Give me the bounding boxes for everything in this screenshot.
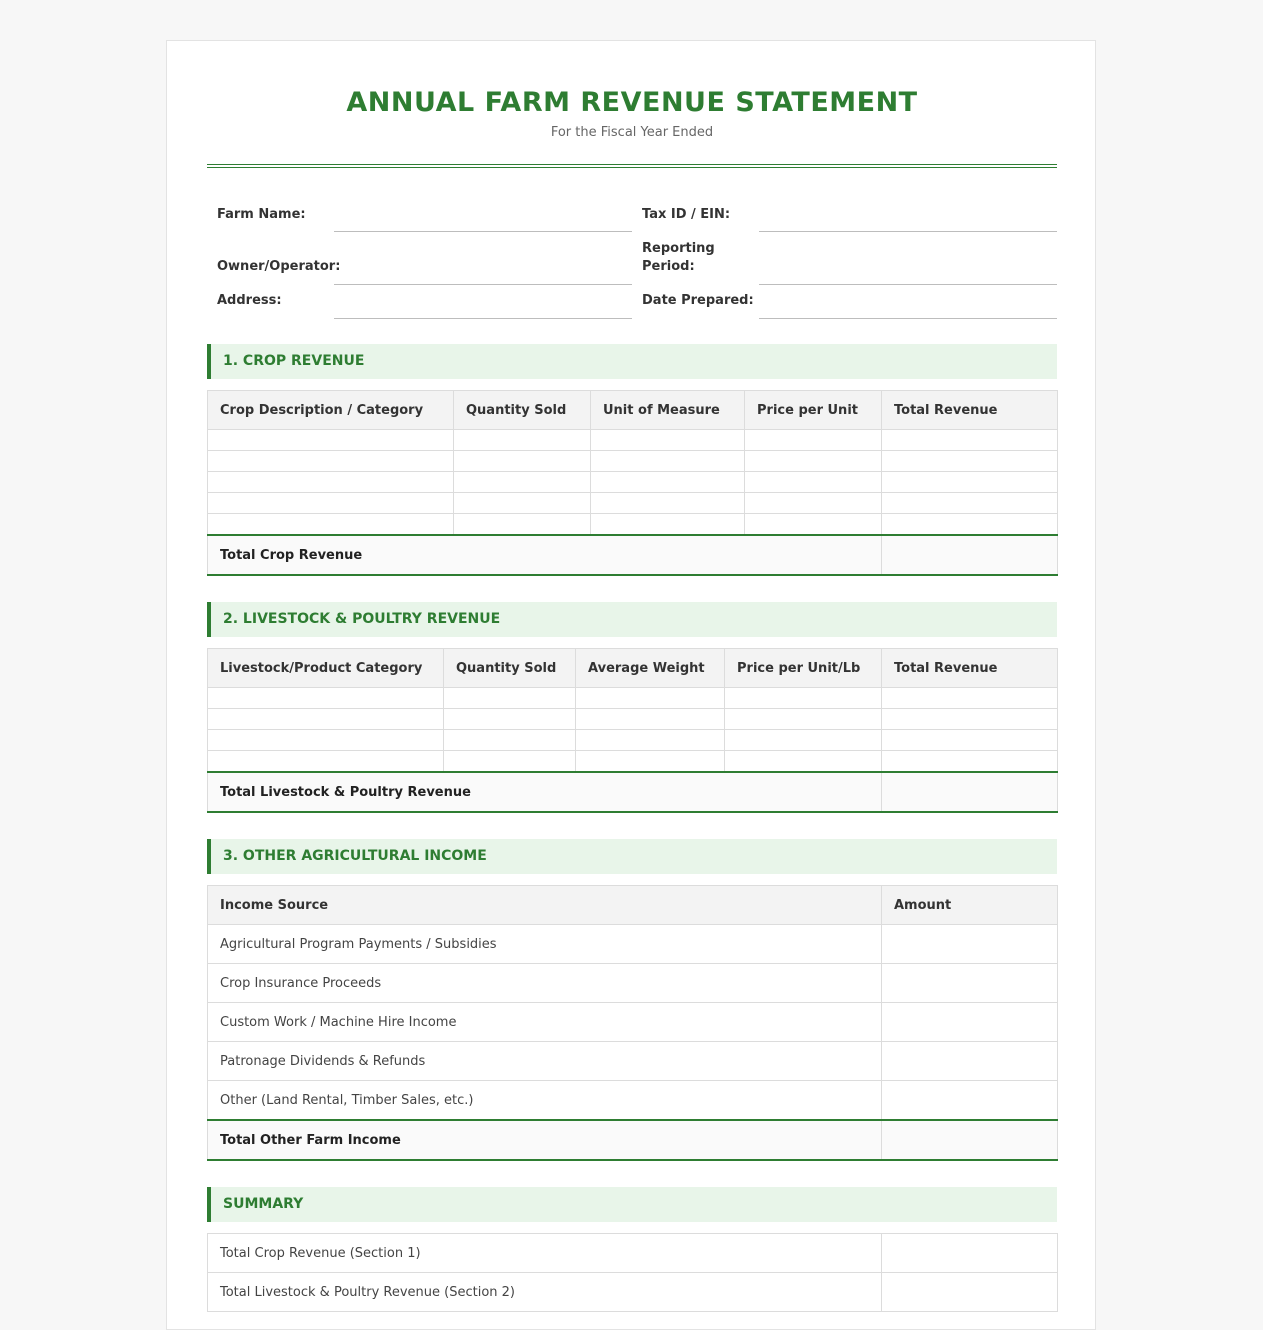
column-header: Price per Unit/Lb xyxy=(725,649,882,688)
table-cell[interactable] xyxy=(591,514,745,536)
owner-label: Owner/Operator: xyxy=(217,259,341,274)
table-row xyxy=(208,709,1058,730)
table-cell[interactable] xyxy=(725,709,882,730)
total-other-income-label: Total Other Farm Income xyxy=(208,1120,882,1160)
table-cell[interactable] xyxy=(745,514,882,536)
table-cell[interactable] xyxy=(591,430,745,451)
table-cell[interactable] xyxy=(882,493,1058,514)
summary-table xyxy=(207,1233,1058,1312)
column-header: Crop Description / Category xyxy=(208,391,454,430)
column-header: Quantity Sold xyxy=(454,391,591,430)
summary-section-title: SUMMARY xyxy=(223,1196,304,1212)
table-cell[interactable] xyxy=(882,514,1058,536)
column-header: Average Weight xyxy=(576,649,725,688)
livestock-revenue-table xyxy=(207,648,1058,813)
table-cell[interactable] xyxy=(882,472,1058,493)
table-header-row xyxy=(208,649,1058,688)
table-cell[interactable] xyxy=(444,751,576,773)
table-cell[interactable] xyxy=(444,709,576,730)
column-header: Quantity Sold xyxy=(444,649,576,688)
income-source-label: Other (Land Rental, Timber Sales, etc.) xyxy=(208,1081,882,1121)
table-cell[interactable] xyxy=(725,730,882,751)
statement-content xyxy=(207,41,1057,1312)
column-header: Livestock/Product Category xyxy=(208,649,444,688)
table-row xyxy=(208,493,1058,514)
table-row xyxy=(208,1081,1058,1121)
table-cell[interactable] xyxy=(208,751,444,773)
table-cell[interactable] xyxy=(208,514,454,536)
farm-info-block xyxy=(207,168,1057,344)
table-cell[interactable] xyxy=(882,730,1058,751)
farm-name-label: Farm Name: xyxy=(217,207,306,222)
summary-amount-cell[interactable] xyxy=(882,1273,1058,1312)
table-cell[interactable] xyxy=(745,430,882,451)
table-cell[interactable] xyxy=(882,451,1058,472)
total-other-income-value[interactable] xyxy=(882,1120,1058,1160)
table-row xyxy=(208,1003,1058,1042)
table-row xyxy=(208,964,1058,1003)
table-cell[interactable] xyxy=(208,730,444,751)
table-cell[interactable] xyxy=(745,472,882,493)
column-header: Income Source xyxy=(208,886,882,925)
date-prepared-label: Date Prepared: xyxy=(642,293,754,308)
date-prepared-field[interactable] xyxy=(759,318,1057,319)
table-cell[interactable] xyxy=(208,688,444,709)
total-row xyxy=(208,772,1058,812)
table-cell[interactable] xyxy=(591,451,745,472)
table-cell[interactable] xyxy=(208,430,454,451)
table-header-row xyxy=(208,391,1058,430)
table-cell[interactable] xyxy=(454,472,591,493)
table-row xyxy=(208,1234,1058,1273)
table-cell[interactable] xyxy=(576,688,725,709)
other-income-section-title: 3. OTHER AGRICULTURAL INCOME xyxy=(223,848,487,864)
total-crop-revenue-label: Total Crop Revenue xyxy=(208,535,882,575)
amount-cell[interactable] xyxy=(882,1042,1058,1081)
table-cell[interactable] xyxy=(576,730,725,751)
table-cell[interactable] xyxy=(454,451,591,472)
income-source-label: Patronage Dividends & Refunds xyxy=(208,1042,882,1081)
livestock-section-heading xyxy=(207,602,1057,637)
total-livestock-revenue-label: Total Livestock & Poultry Revenue xyxy=(208,772,882,812)
column-header: Total Revenue xyxy=(882,391,1058,430)
column-header: Price per Unit xyxy=(745,391,882,430)
total-crop-revenue-value[interactable] xyxy=(882,535,1058,575)
table-cell[interactable] xyxy=(208,709,444,730)
table-cell[interactable] xyxy=(745,493,882,514)
summary-item-label: Total Crop Revenue (Section 1) xyxy=(208,1234,882,1273)
page-subtitle: For the Fiscal Year Ended xyxy=(550,125,714,140)
table-row xyxy=(208,451,1058,472)
table-cell[interactable] xyxy=(591,493,745,514)
table-cell[interactable] xyxy=(208,493,454,514)
livestock-section-title: 2. LIVESTOCK & POULTRY REVENUE xyxy=(223,611,501,627)
table-row xyxy=(208,430,1058,451)
table-cell[interactable] xyxy=(882,751,1058,773)
table-cell[interactable] xyxy=(725,751,882,773)
table-cell[interactable] xyxy=(208,451,454,472)
summary-amount-cell[interactable] xyxy=(882,1234,1058,1273)
column-header: Total Revenue xyxy=(882,649,1058,688)
tax-id-label: Tax ID / EIN: xyxy=(642,207,731,222)
table-row xyxy=(208,925,1058,964)
amount-cell[interactable] xyxy=(882,964,1058,1003)
summary-section-heading xyxy=(207,1187,1057,1222)
column-header: Unit of Measure xyxy=(591,391,745,430)
address-field[interactable] xyxy=(334,318,632,319)
statement-page xyxy=(166,40,1096,1330)
table-row xyxy=(208,514,1058,536)
page-title: ANNUAL FARM REVENUE STATEMENT xyxy=(346,87,918,118)
table-row xyxy=(208,472,1058,493)
tax-id-field[interactable] xyxy=(759,231,1057,232)
table-row xyxy=(208,730,1058,751)
table-cell[interactable] xyxy=(454,493,591,514)
column-header: Amount xyxy=(882,886,1058,925)
total-row xyxy=(208,535,1058,575)
table-row xyxy=(208,1042,1058,1081)
farm-name-field[interactable] xyxy=(334,231,632,232)
table-cell[interactable] xyxy=(576,709,725,730)
table-row xyxy=(208,751,1058,773)
amount-cell[interactable] xyxy=(882,925,1058,964)
table-cell[interactable] xyxy=(725,688,882,709)
table-cell[interactable] xyxy=(882,430,1058,451)
address-label: Address: xyxy=(217,293,282,308)
summary-item-label: Total Livestock & Poultry Revenue (Section 2) xyxy=(208,1273,882,1312)
amount-cell[interactable] xyxy=(882,1003,1058,1042)
table-cell[interactable] xyxy=(454,430,591,451)
table-cell[interactable] xyxy=(444,688,576,709)
total-row xyxy=(208,1120,1058,1160)
table-cell[interactable] xyxy=(444,730,576,751)
table-cell[interactable] xyxy=(745,451,882,472)
income-source-label: Crop Insurance Proceeds xyxy=(208,964,882,1003)
income-source-label: Agricultural Program Payments / Subsidies xyxy=(208,925,882,964)
reporting-period-label: Reporting Period: xyxy=(642,241,715,274)
table-cell[interactable] xyxy=(882,709,1058,730)
reporting-period-field[interactable] xyxy=(759,284,1057,285)
table-cell[interactable] xyxy=(208,472,454,493)
amount-cell[interactable] xyxy=(882,1081,1058,1121)
other-income-table xyxy=(207,885,1058,1161)
table-cell[interactable] xyxy=(591,472,745,493)
table-row xyxy=(208,688,1058,709)
crop-section-heading xyxy=(207,344,1057,379)
table-cell[interactable] xyxy=(454,514,591,536)
other-income-section-heading xyxy=(207,839,1057,874)
owner-field[interactable] xyxy=(334,284,632,285)
total-livestock-revenue-value[interactable] xyxy=(882,772,1058,812)
crop-revenue-table xyxy=(207,390,1058,576)
table-header-row xyxy=(208,886,1058,925)
crop-section-title: 1. CROP REVENUE xyxy=(223,353,365,369)
income-source-label: Custom Work / Machine Hire Income xyxy=(208,1003,882,1042)
table-cell[interactable] xyxy=(882,688,1058,709)
table-row xyxy=(208,1273,1058,1312)
table-cell[interactable] xyxy=(576,751,725,773)
